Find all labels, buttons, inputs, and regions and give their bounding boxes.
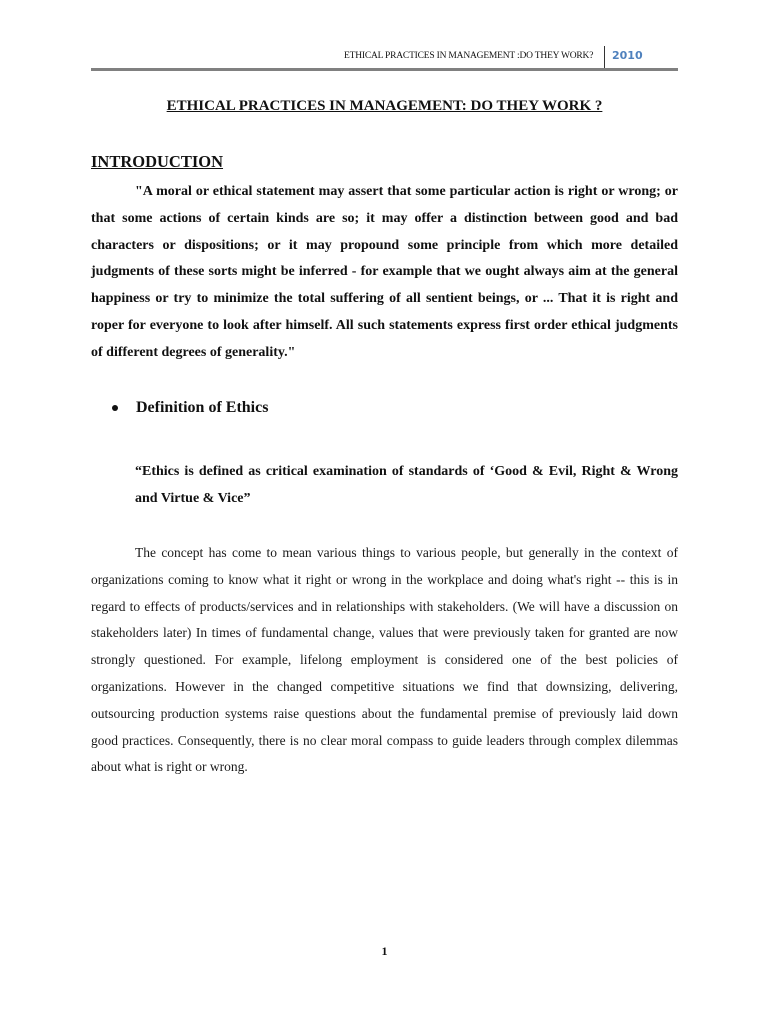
- running-header-title: ETHICAL PRACTICES IN MANAGEMENT :DO THEY WORK?: [344, 51, 594, 61]
- bullet-definition-of-ethics: [112, 397, 268, 419]
- bullet-dot-icon: [112, 405, 118, 411]
- body-paragraph: The concept has come to mean various things to various people, but generally in the context of organizations coming to know what it right or wrong in the workplace and doing what's right -- this is in regard to effects of products/services and in relationships with stakeholders. (We will have a discussion on stakeholders later) In times of fundamental change, values that were previously taken for granted are now strongly questioned. For example, lifelong employment is considered one of the best policies of organizations. However in the changed competitive situations we find that downsizing, delivering, outsourcing production systems raise questions about the fundamental premise of previously laid down good practices. Consequently, there is no clear moral compass to guide leaders through complex dilemmas about what is right or wrong.: [91, 545, 678, 775]
- definition-quote: “Ethics is defined as critical examination of standards of ‘Good & Evil, Right & Wrong and Virtue & Vice”: [135, 464, 678, 506]
- introduction-heading: INTRODUCTION: [91, 152, 224, 171]
- bullet-heading: Definition of Ethics: [136, 399, 269, 416]
- header-rule: [91, 68, 678, 71]
- document-title: ETHICAL PRACTICES IN MANAGEMENT: DO THEY WORK ?: [166, 98, 603, 114]
- page-number: 1: [381, 944, 388, 958]
- introduction-quote: "A moral or ethical statement may assert that some particular action is right or wrong; or that some actions of certain kinds are so; it may offer a distinction between good and bad characters or dispositions; or it may propound some principle from which more detailed judgments of these sorts might be inferred - for example that we ought always aim at the general happiness or try to minimize the total suffering of all sentient beings, or ... That it is right and roper for everyone to look after himself. All such statements express first order ethical judgments of different degrees of generality.": [91, 184, 678, 360]
- header-year: 2010: [612, 49, 643, 62]
- header-divider: [604, 46, 605, 70]
